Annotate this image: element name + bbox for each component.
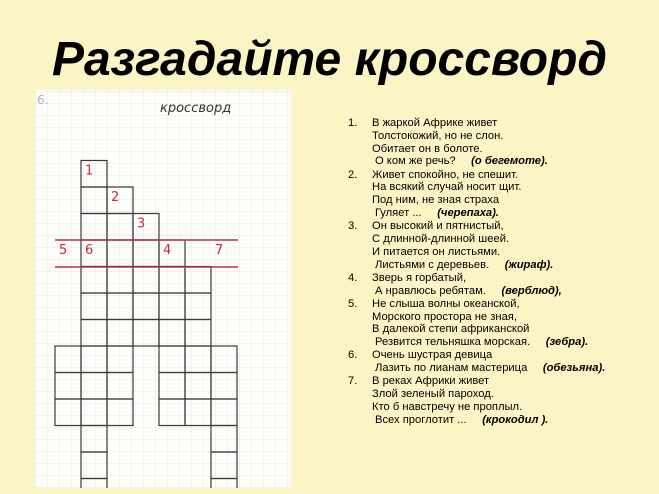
slot-number: 3 [137, 216, 146, 232]
grid-cell[interactable] [81, 373, 107, 400]
grid-cell[interactable] [107, 267, 133, 294]
grid-cell[interactable] [81, 399, 107, 426]
grid-cell[interactable] [159, 293, 185, 320]
clue-line: В реках Африки живет [372, 375, 490, 388]
grid-cell[interactable] [107, 293, 133, 320]
clue-line: Под ним, не зная страха [372, 194, 500, 207]
clue-answer: (верблюд), [501, 284, 562, 297]
slot-numbers [59, 164, 223, 259]
clue-last-line [372, 414, 655, 427]
clue-item [345, 298, 655, 349]
grid-cell[interactable] [185, 293, 211, 320]
clue-answer: (черепаха). [437, 206, 499, 219]
grid-cell[interactable] [107, 399, 133, 426]
clue-number: 6. [348, 349, 358, 362]
grid-cell[interactable] [185, 346, 211, 373]
clue-number: 1. [348, 117, 358, 129]
clue-line: Морского простора не зная, [372, 310, 517, 323]
grid-cell[interactable] [185, 320, 211, 347]
clue-last-text: Всех проглотит ... [375, 413, 467, 426]
clue-list [345, 117, 655, 427]
grid-cell[interactable] [81, 452, 107, 479]
slot-number: 1 [85, 163, 94, 179]
grid-cell[interactable] [107, 346, 133, 373]
grid-cell[interactable] [55, 346, 81, 373]
clue-last-line [372, 336, 655, 349]
clue-number: 3. [348, 220, 358, 233]
grid-cell[interactable] [185, 373, 211, 400]
grid-cell[interactable] [211, 373, 237, 400]
clue-last-text: Листьями с деревьев. [375, 258, 490, 271]
clue-item [345, 117, 655, 168]
clue-answer: (крокодил ). [482, 413, 549, 426]
clue-answer: (жираф). [504, 258, 554, 271]
grid-cell[interactable] [81, 267, 107, 294]
grid-cell[interactable] [185, 399, 211, 426]
grid-cell[interactable] [55, 399, 81, 426]
clue-line: Не слыша волны океанской, [372, 297, 520, 310]
clue-line: В жаркой Африке живет [372, 117, 498, 129]
corner-mark: 6. [37, 93, 49, 107]
grid-cell[interactable] [159, 320, 185, 347]
slot-number: 4 [163, 243, 172, 258]
grid-cell[interactable] [81, 187, 107, 214]
crossword-grid [35, 90, 291, 488]
clue-answer: (зебра). [545, 336, 589, 349]
grid-cell[interactable] [81, 346, 107, 373]
grid-cell[interactable] [159, 346, 185, 373]
clue-item [345, 220, 655, 271]
grid-cells [55, 161, 237, 489]
clue-number: 7. [348, 375, 358, 388]
clue-line: В далекой степи африканской [372, 323, 530, 336]
clue-number: 2. [348, 168, 358, 181]
grid-cell[interactable] [159, 399, 185, 426]
grid-cell[interactable] [81, 479, 107, 489]
grid-cell[interactable] [133, 267, 159, 294]
clue-line: На всякий случай носит щит. [372, 181, 522, 194]
crossword-heading: кроссворд [160, 101, 232, 116]
slot-number: 7 [215, 243, 224, 258]
slot-number: 6 [85, 243, 94, 258]
grid-cell[interactable] [211, 479, 237, 489]
grid-cell[interactable] [159, 267, 185, 294]
clue-last-text: О ком же речь? [375, 155, 456, 168]
crossword-photo [35, 90, 291, 488]
clue-last-line [372, 259, 655, 272]
clue-line: Зверь я горбатый, [372, 271, 467, 284]
grid-cell[interactable] [211, 346, 237, 373]
clue-answer: (обезьяна). [542, 362, 606, 375]
grid-cell[interactable] [81, 293, 107, 320]
slot-number: 2 [111, 190, 120, 205]
grid-cell[interactable] [81, 426, 107, 453]
grid-cell[interactable] [107, 214, 133, 241]
grid-cell[interactable] [107, 320, 133, 347]
clue-line: Толстокожий, но не слон. [372, 129, 504, 142]
grid-cell[interactable] [211, 399, 237, 426]
clue-line: С длинной-длинной шеей. [372, 232, 510, 245]
clue-number: 5. [348, 297, 358, 310]
grid-cell[interactable] [81, 214, 107, 241]
clue-line: Он высокий и пятнистый, [372, 220, 504, 233]
clue-last-text: Гуляет ... [375, 206, 422, 219]
grid-cell[interactable] [107, 240, 133, 267]
clue-line: Очень шустрая девица [372, 349, 493, 362]
grid-cell[interactable] [133, 320, 159, 347]
clue-line: Живет спокойно, не спешит. [372, 168, 519, 181]
clue-line: И питается он листьями. [372, 245, 501, 258]
grid-cell[interactable] [133, 240, 159, 267]
clue-last-line [372, 362, 655, 375]
grid-cell[interactable] [133, 293, 159, 320]
grid-cell[interactable] [55, 373, 81, 400]
grid-cell[interactable] [211, 426, 237, 453]
grid-cell[interactable] [159, 373, 185, 400]
grid-cell[interactable] [211, 452, 237, 479]
clue-last-text: Лазить по лианам мастерица [375, 362, 528, 375]
grid-cell[interactable] [185, 267, 211, 294]
clue-line: Кто б навстречу не проплыл. [372, 400, 523, 413]
clue-answer: (о бегемоте). [471, 155, 548, 168]
clue-number: 4. [348, 271, 358, 284]
clue-last-line [372, 285, 655, 298]
clue-last-text: Резвится тельняшка морская. [375, 336, 531, 349]
clue-last-line [372, 155, 655, 168]
clue-line: Злой зеленый пароход. [372, 388, 494, 401]
grid-cell[interactable] [107, 373, 133, 400]
grid-cell[interactable] [81, 320, 107, 347]
clue-line: Обитает он в болоте. [372, 142, 483, 155]
clue-item [345, 349, 655, 375]
clue-last-line [372, 207, 655, 220]
clue-item [345, 272, 655, 298]
slot-number: 5 [59, 243, 68, 258]
clue-item [345, 375, 655, 426]
slide-title: Разгадайте кроссворд [51, 33, 608, 86]
clue-item [345, 169, 655, 220]
clue-last-text: А нравлюсь ребятам. [375, 284, 486, 297]
